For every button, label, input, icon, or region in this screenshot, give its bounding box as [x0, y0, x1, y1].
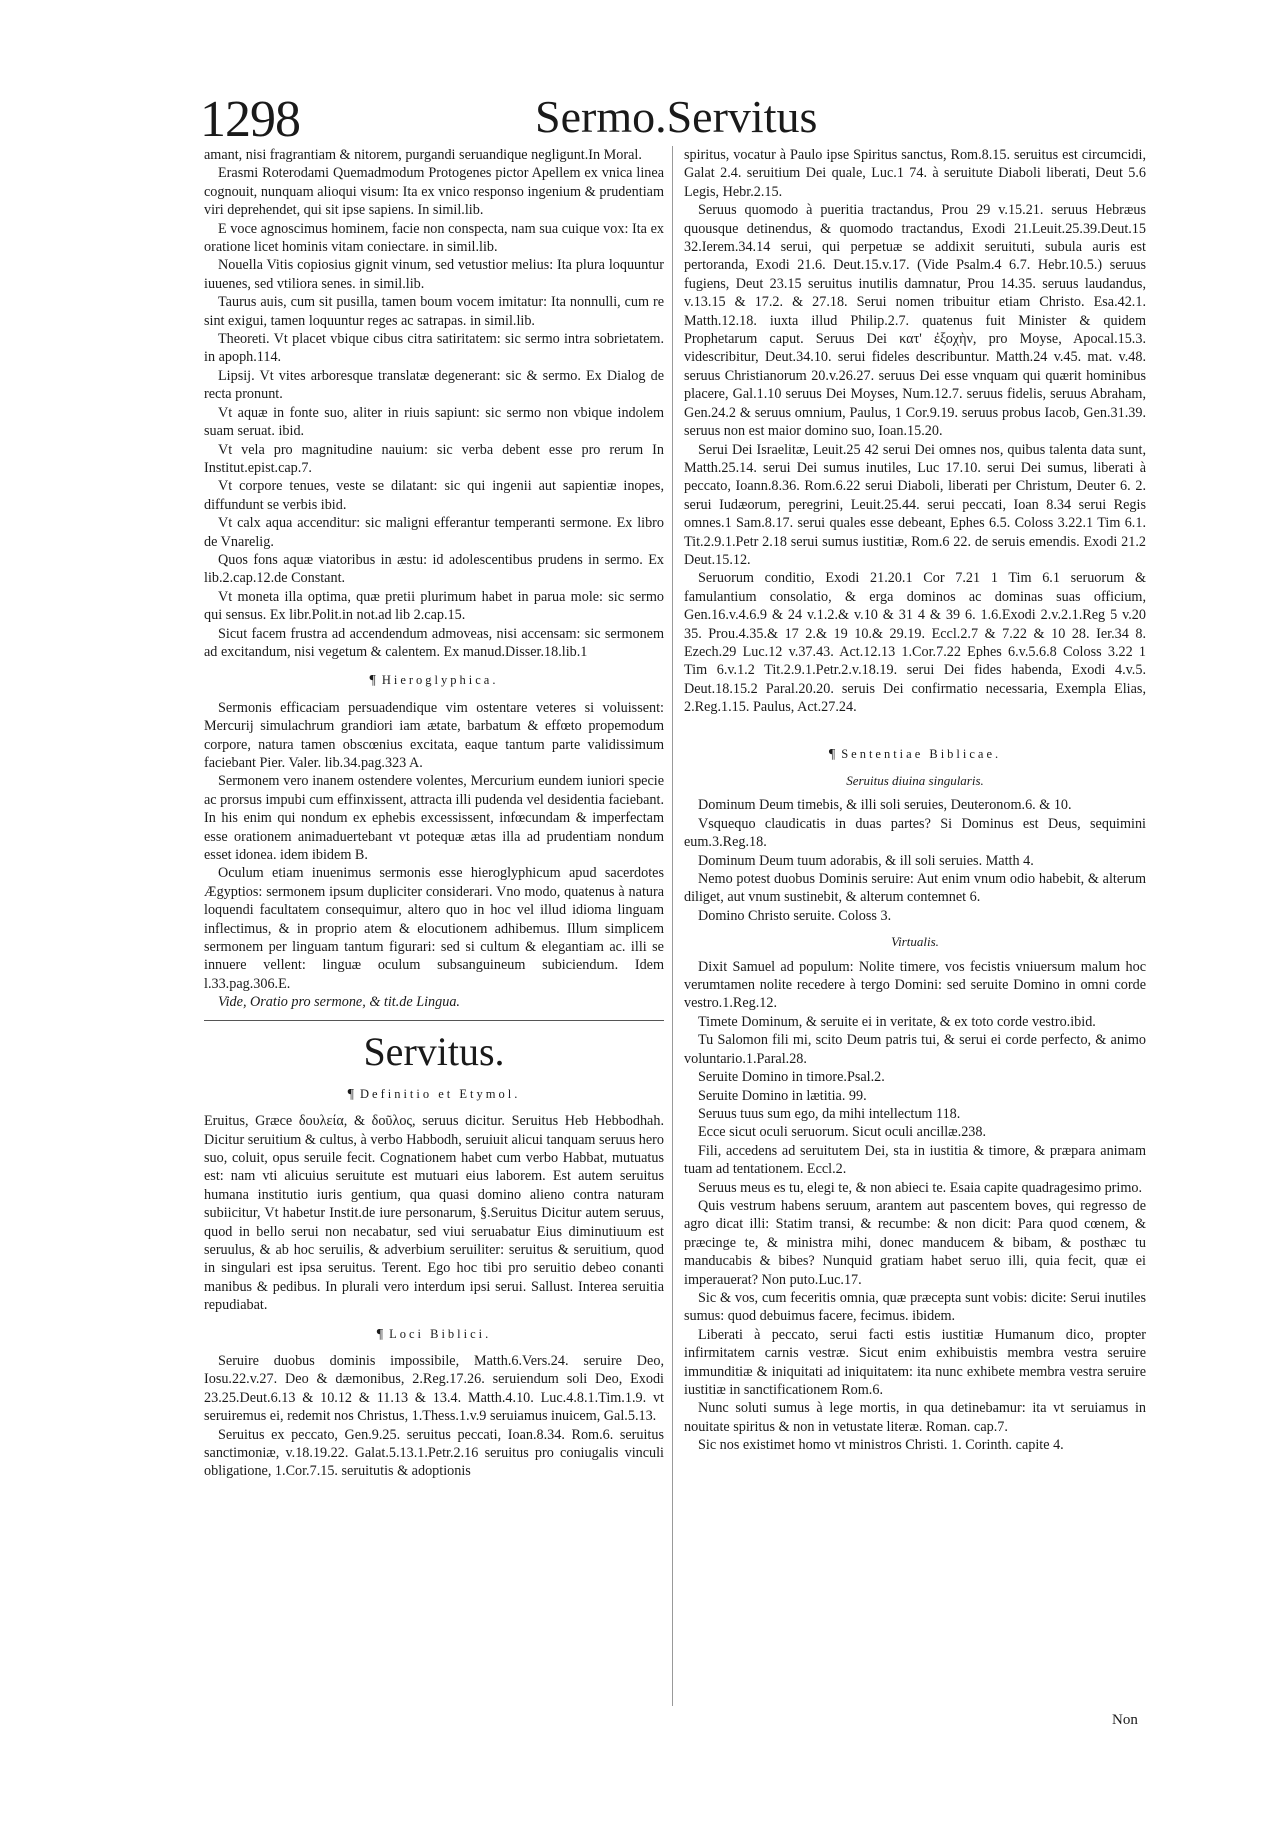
- paragraph: E voce agnoscimus hominem, facie non conspecta, nam sua cuique vox: Ita ex oratione licet hominis vitam coniectare. in simil.lib.: [204, 220, 664, 256]
- pilcrow-icon: ¶: [828, 746, 836, 762]
- spacer: [684, 717, 1146, 735]
- pilcrow-icon: ¶: [369, 673, 376, 689]
- paragraph: Erasmi Roterodami Quemadmodum Protogenes pictor Apellem ex vnica linea cognouit, nunquam alioqui visum: Ita ex vnico responso ingenium & prudentiam viri deprehendet, qui sit ipse sapiens. In simil.lib.: [204, 165, 664, 219]
- paragraph: amant, nisi fragrantiam & nitorem, purgandi seruandique negligunt.In Moral.: [204, 147, 642, 163]
- running-head: Sermo.Servitus: [535, 91, 818, 142]
- paragraph: Seruus quomodo à pueritia tractandus, Prou 29 v.15.21. seruus Hebræus quousque detinendus, & quomodo tractandus, Exodi 21.Leuit.25.39.Deut.15 32.Ierem.34.14 serui, qui perpetuæ se addixit seruituti, subula auris est pertoranda, Exodi 21.6. Deut.15.v.17. (Vide Psalm.4 6.7. Hebr.10.5.) seruus fugiens, Deut 23.15 seruitus inutilis damnatur, Prou 14.35. seruus laudandus, v.13.15 & 17.2. & 27.18. Serui nomen tribuitur etiam Christo. Esa.42.1. Matth.12.18. iuxta illud Philip.2.7. quatenus fuit Minister & quidem Prophetarum caput. Seruus Dei κατ' ἐξοχὴν, pro Moyse, Apocal.15.3. videscribitur, Deut.34.10. serui fideles describuntur. Matth.24 v.45. mat. v.48. seruus Christianorum 20.v.26.27. seruus Dei esse vnquam qui quærit hominibus placere, Gal.1.10 seruus Dei Moyses, Num.12.7. seruus fidelis, seruus Abraham, Gen.24.2 & seruus omnium, Paulus, 1 Cor.9.19. seruus probus Iacob, Gen.31.39. seruus non est maior domino suo, Ioan.15.20.: [684, 202, 1146, 440]
- section-heading-hieroglyphica: ¶ Hieroglyphica.: [369, 673, 499, 689]
- paragraph: Dominum Deum tuum adorabis, & ill soli seruies. Matth 4.: [698, 852, 1034, 869]
- paragraph: Serui Dei Israelitæ, Leuit.25 42 serui Dei omnes nos, quibus talenta data sunt, Matth.25.14. serui Dei sumus inutiles, Luc 17.10. serui Dei sumus, liberati à peccato, Ioann.8.36. Rom.6.22 serui Diaboli, liberati per Christum, Deuter 6. 2. serui Iudæorum, peregrini, Leuit.25.44. serui peccati, Ioan 8.34 serui Regis omnes.1 Sam.8.17. serui quales esse debeant, Ephes 6.5. Coloss 3.22.1 Tim 6.1. Tit.2.9.1.Petr 2.18 serui sumus iustitiæ, Rom.6 22. de seruis emendis. Exodi 21.2 Deut.15.12.: [684, 441, 1146, 568]
- paragraph: Sic nos existimet homo vt ministros Christi. 1. Corinth. capite 4.: [698, 1437, 1064, 1454]
- paragraph: Quos fons aquæ viatoribus in æstu: id adolescentibus prudens in sermo. Ex lib.2.cap.12.de Constant.: [204, 551, 664, 587]
- paragraph: Nemo potest duobus Dominis seruire: Aut enim vnum odio habebit, & alterum diliget, aut vnum sustinebit, & alterum contemnet 6.: [684, 871, 1146, 906]
- paragraph: Seruite Domino in timore.Psal.2.: [698, 1069, 885, 1086]
- paragraph: Vt moneta illa optima, quæ pretii plurimum habet in parua mole: sic sermo qui sensus. Ex libr.Polit.in not.ad lib 2.cap.15.: [204, 588, 664, 624]
- subheading: Seruitus diuina singularis.: [846, 773, 984, 788]
- paragraph: Sermonem vero inanem ostendere volentes, Mercurium eundem iuniori specie ac prorsus impubi cum effinxissent, attracta illi pudenda vel desidentia faciebant. In his enim qui nondum ex ephebis excessissent, infœcundam & imperfectam esse orationem animaduertebant vt potequæ ætas illa ad prudentiam nondum esset idonea. idem ibidem B.: [204, 773, 664, 864]
- paragraph: Timete Dominum, & seruite ei in veritate, & ex toto corde vestro.ibid.: [698, 1013, 1096, 1030]
- page-header: [200, 90, 818, 150]
- right-column: [684, 146, 1146, 1724]
- divider: [204, 1020, 664, 1021]
- paragraph: Quis vestrum habens seruum, arantem aut pascentem boves, qui regresso de agro dicat illi: Statim transi, & recumbe: & non dicit: Para quod cœnem, & præcinge te, & ministra mihi, donec manducem & bibam, & posthæc tu manducabis & bibes? Nunquid gratiam habet seruo illi, quia fecit, quæ ei imperauerat? Non puto.Luc.17.: [684, 1197, 1146, 1288]
- paragraph: Nunc soluti sumus à lege mortis, in qua detinebamur: ita vt seruiamus in nouitate spiritus & non in vetustate literæ. Roman. cap.7.: [684, 1400, 1146, 1435]
- column-divider: [672, 146, 673, 1706]
- catchword: Non: [1112, 1712, 1138, 1728]
- paragraph: Tu Salomon fili mi, scito Deum patris tui, & serui ei corde perfecto, & animo voluntario.1.Paral.28.: [684, 1032, 1146, 1067]
- paragraph: Liberati à peccato, serui facti estis iustitiæ Humanum dico, propter infirmitatem carnis vestræ. Sicut enim exhibuistis membra vestra seruire immunditiæ & iniquitati ad iniquitatem: ita nunc exhibete membra vestra seruire iustitiæ in sanctificationem Rom.6.: [684, 1326, 1146, 1398]
- paragraph: Lipsij. Vt vites arboresque translatæ degenerant: sic & sermo. Ex Dialog de recta pronunt.: [204, 367, 664, 403]
- paragraph: Ecce sicut oculi seruorum. Sicut oculi ancillæ.238.: [698, 1124, 987, 1141]
- paragraph: Taurus auis, cum sit pusilla, tamen boum vocem imitatur: Ita nonnulli, cum re sint exigui, tamen loquuntur reges ac satrapas. in simil.lib.: [204, 294, 664, 329]
- paragraph: Sic & vos, cum feceritis omnia, quæ præcepta sunt vobis: dicite: Serui inutiles sumus: quod debuimus facere, fecimus. ibidem.: [684, 1289, 1146, 1325]
- paragraph: Dominum Deum timebis, & illi soli seruies, Deuteronom.6. & 10.: [698, 797, 1072, 814]
- section-heading-definitio: ¶ Definitio et Etymol.: [347, 1086, 521, 1102]
- paragraph: Seruorum conditio, Exodi 21.20.1 Cor 7.21 1 Tim 6.1 seruorum & famulantium consolatio, & erga dominos ac dominas suas officium, Gen.16.v.4.6.9 & 24 v.1.2.& v.10 & 31 4 & 39 6. 1.6.Exodi 2.v.2.1.Reg 5 v.20 35. Prou.4.35.& 17 2.& 19 10.& 29.19. Eccl.2.7 & 7.22 & 10 28. Ier.34 8. Ezech.29 Luc.12 v.37.43. Act.12.13 1.Cor.7.22 Ephes 6.v.5.6.8 Coloss 3.22 1 Tim 6.v.1.2 Tit.2.9.1.Petr.2.v.18.19. serui Dei fides habenda, Exodi 4.v.5. Deut.18.15.2 Paral.20.20. seruis Dei confirmatio necessaria, Exempla Elias, 2.Reg.1.15. Paulus, Act.27.24.: [684, 570, 1146, 716]
- entry-title: Servitus.: [363, 1028, 505, 1074]
- paragraph: Dixit Samuel ad populum: Nolite timere, vos fecistis vniuersum malum hoc verumtamen nolite recedere à tergo Domini: sed seruite Domino in omni corde vestro.1.Reg.12.: [684, 958, 1146, 1012]
- paragraph: Seruire duobus dominis impossibile, Matth.6.Vers.24. seruire Deo, Iosu.22.v.27. Deo & dæmonibus, 2.Reg.17.26. seruiendum soli Deo, Exodi 23.25.Deut.6.13 & 10.12 & 11.13 & 13.4. Matth.4.10. Luc.4.8.1.Tim.1.9. vt seruiremus ei, redemit nos Christus, 1.Thess.1.v.9 seruiamus inuicem, Gal.5.13.: [204, 1352, 664, 1425]
- paragraph: Oculum etiam inuenimus sermonis esse hieroglyphicum apud sacerdotes Ægyptios: sermonem ipsum dupliciter considerari. Vno modo, quatenus à natura loquendi facultatem consequimur, altero quo in hoc vel illud idioma linguam inflectimus, & in proprio atem & elocutionem adhibemus. Illum simplicem sermonem per linguam tantum figurari: sed si cultum & elegantiam ac. illi se innuere vellent: linguæ oculum subsanguineum subiciendum. Idem l.33.pag.306.E.: [204, 865, 664, 992]
- paragraph: Vt aquæ in fonte suo, aliter in riuis sapiunt: sic sermo non vbique indolem suam seruat. ibid.: [204, 404, 664, 440]
- section-heading-loci-biblici: ¶ Loci Biblici.: [376, 1326, 492, 1342]
- page-number: 1298: [200, 91, 300, 148]
- paragraph: Vt calx aqua accenditur: sic maligni efferantur temperanti sermone. Ex libro de Vnarelig.: [204, 515, 664, 550]
- left-column: [204, 146, 664, 1724]
- subheading: Virtualis.: [891, 934, 939, 950]
- section-heading-sententiae: ¶ Sententiae Biblicae.: [828, 746, 1002, 762]
- paragraph: Vt vela pro magnitudine nauium: sic verba debent esse pro rerum In Institut.epist.cap.7.: [204, 441, 664, 476]
- paragraph: Domino Christo seruite. Coloss 3.: [698, 907, 892, 924]
- pilcrow-icon: ¶: [376, 1326, 384, 1342]
- paragraph: Sermonis efficaciam persuadendique vim ostentare veteres si voluissent: Mercurij simulachrum grandiori iam ætate, barbatum & effœto propemodum corpore, natura tamen obscœnius excitata, eaque tantum parte validissimum faciebant Pier. Valer. lib.34.pag.323 A.: [204, 699, 664, 771]
- paragraph: Seruitus ex peccato, Gen.9.25. seruitus peccati, Ioan.8.34. Rom.6. seruitus sanctimoniæ, v.18.19.22. Galat.5.13.1.Petr.2.16 seruitus pro coniugalis vinculi obligatione, 1.Cor.7.15. seruitutis & adoptionis: [204, 1426, 664, 1480]
- paragraph-definition: Eruitus, Græce δουλεία, & δοῦλος, seruus dicitur. Seruitus Heb Hebbodhah. Dicitur seruitium & cultus, à verbo Habbodh, seruiuit alicui tanquam seruus hero suo, coluit, opus seruile fecit. Cognationem habet cum verbo Habbat, mutuatus est: nam vti alicuius seruitute est mutuari eius laborem. Est autem seruitus humana institutio iuris gentium, qua quasi domino alieno contra naturam subiicitur, Vt habetur Instit.de iure personarum, §.Seruitus Dicitur autem seruus, quod in bello serui non necabatur, sed viui seruabatur Eius diminutiuum est seruulus, & ab hoc seruilis, & adverbium seruiliter: seruitus & seruitium, quod in singulari est ipsa seruitus. Terent. Ego hoc tibi pro seruitio debeo conanti manibus & pedibus. In plurali vero interdum ipsi serui. Sallust. Interea seruitia repudiabat.: [204, 1113, 664, 1314]
- paragraph: Seruite Domino in lætitia. 99.: [698, 1087, 867, 1104]
- pilcrow-icon: ¶: [347, 1086, 354, 1102]
- paragraph: Theoreti. Vt placet vbique cibus citra satiritatem: sic sermo intra sobrietatem. in apoph.114.: [204, 331, 664, 366]
- paragraph: Sicut facem frustra ad accendendum admoveas, nisi accensam: sic sermonem ad excitandum, nisi vegetum & calentem. Ex manud.Disser.18.lib.1: [204, 625, 664, 660]
- paragraph: Nouella Vitis copiosius gignit vinum, sed vetustior melius: Ita plura loquuntur iuuenes, sed vtiliora senes. in simil.lib.: [204, 257, 664, 292]
- paragraph: spiritus, vocatur à Paulo ipse Spiritus sanctus, Rom.8.15. seruitus est circumcidi, Galat 2.4. seruitium Dei quale, Luc.1 74. à seruitute Diaboli liberati, Deut 5.6 Legis, Hebr.2.15.: [684, 147, 1146, 200]
- paragraph: Vsquequo claudicatis in duas partes? Si Dominus est Deus, sequimini eum.3.Reg.18.: [684, 815, 1146, 851]
- paragraph: Vt corpore tenues, veste se dilatant: sic qui ingenii aut sapientiæ inopes, diffundunt se verbis ibid.: [204, 478, 664, 513]
- paragraph: Seruus meus es tu, elegi te, & non abieci te. Esaia capite quadragesimo primo.: [698, 1179, 1143, 1196]
- paragraph: Fili, accedens ad seruitutem Dei, sta in iustitia & timore, & præpara animam tuam ad tentationem. Eccl.2.: [684, 1142, 1146, 1178]
- cross-reference: Vide, Oratio pro sermone, & tit.de Lingua.: [218, 994, 460, 1011]
- paragraph: Seruus tuus sum ego, da mihi intellectum 118.: [698, 1105, 961, 1122]
